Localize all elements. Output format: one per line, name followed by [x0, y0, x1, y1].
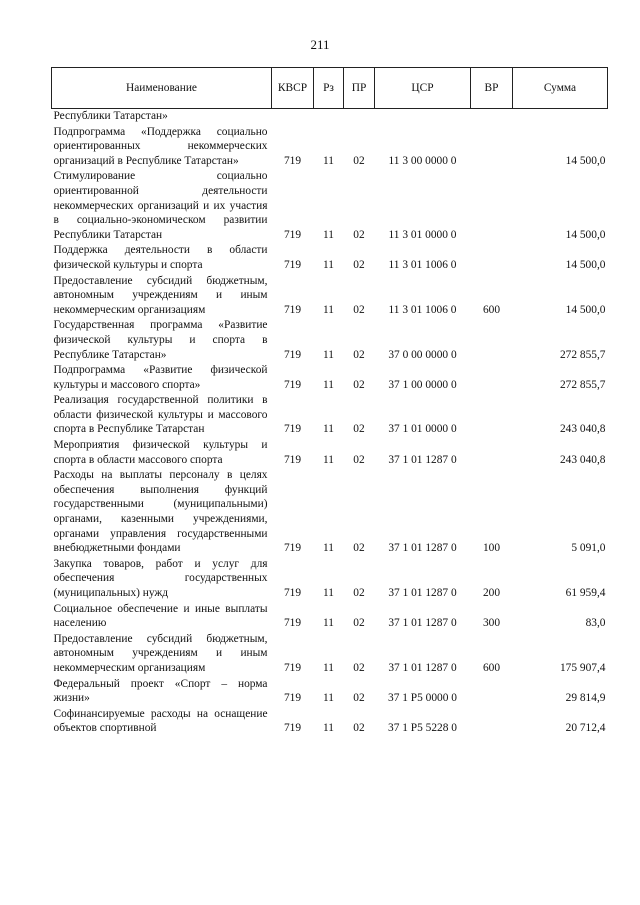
- cell-rz: 11: [323, 453, 334, 466]
- cell-csr: [375, 109, 471, 125]
- cell-rz: 11: [323, 587, 334, 599]
- cell-sum: 14 500,0: [565, 228, 606, 241]
- cell-pr: 02: [353, 453, 365, 466]
- cell-rz: [314, 109, 344, 125]
- cell-csr: 37 1 01 1287 0: [388, 661, 457, 674]
- cell-vr: [471, 243, 513, 273]
- cell-name: Реализация государственной политики в области физической культуры и массового спорта в Республике Татарстан: [53, 394, 268, 436]
- cell-rz: 11: [323, 542, 334, 555]
- table-row: [52, 363, 608, 393]
- cell-csr: 37 1 01 1287 0: [388, 617, 457, 630]
- header-vr: ВР: [471, 68, 513, 109]
- cell-sum: 83,0: [585, 617, 606, 630]
- cell-rz: 11: [323, 228, 334, 241]
- cell-sum: 5 091,0: [571, 542, 606, 555]
- cell-kvsr: 719: [283, 378, 302, 391]
- table-row: [52, 125, 608, 170]
- cell-kvsr: [272, 109, 314, 125]
- cell-pr: 02: [353, 542, 365, 555]
- header-csr: ЦСР: [375, 68, 471, 109]
- cell-rz: 11: [323, 258, 334, 271]
- cell-sum: [513, 109, 608, 125]
- table-row: [52, 109, 608, 125]
- cell-pr: 02: [353, 722, 365, 735]
- cell-csr: 37 1 00 0000 0: [388, 378, 457, 391]
- cell-sum: 272 855,7: [559, 378, 606, 391]
- cell-sum: 14 500,0: [565, 258, 606, 271]
- cell-sum: 20 712,4: [565, 722, 606, 735]
- cell-name: Мероприятия физической культуры и спорта в области массового спорта: [53, 439, 268, 466]
- cell-kvsr: 719: [283, 423, 302, 436]
- cell-sum: 175 907,4: [559, 661, 606, 674]
- table-row: [52, 318, 608, 363]
- cell-sum: 61 959,4: [565, 587, 606, 599]
- cell-kvsr: 719: [283, 587, 302, 599]
- cell-name: Расходы на выплаты персоналу в целях обеспечения выполнения функций государственными (муниципальными) органами, казенными учреждениями, органами управления государственными внебюджетными фондами: [53, 469, 268, 555]
- cell-pr: 02: [353, 258, 365, 271]
- header-name: Наименование: [52, 68, 272, 109]
- cell-pr: [344, 109, 375, 125]
- cell-csr: 37 1 P5 5228 0: [388, 722, 457, 735]
- cell-rz: 11: [323, 617, 334, 630]
- cell-csr: 37 0 00 0000 0: [388, 348, 457, 361]
- cell-kvsr: 719: [283, 154, 302, 167]
- cell-csr: 37 1 P5 0000 0: [388, 692, 457, 705]
- cell-rz: 11: [323, 722, 334, 735]
- cell-csr: 11 3 01 1006 0: [388, 303, 457, 316]
- table-row: [52, 393, 608, 438]
- cell-rz: 11: [323, 661, 334, 674]
- page-number: 211: [310, 37, 330, 52]
- cell-csr: 37 1 01 1287 0: [388, 587, 457, 599]
- cell-kvsr: 719: [283, 661, 302, 674]
- cell-name: Поддержка деятельности в области физической культуры и спорта: [53, 244, 268, 271]
- table-row: [52, 274, 608, 319]
- table-row: [52, 602, 608, 632]
- table-row: [52, 438, 608, 468]
- cell-name: Социальное обеспечение и иные выплаты населению: [53, 602, 268, 630]
- cell-rz: 11: [323, 348, 334, 361]
- cell-kvsr: 719: [283, 258, 302, 271]
- cell-name: Подпрограмма «Поддержка социально ориентированных некоммерческих организаций в Республике Татарстан»: [53, 125, 268, 167]
- cell-pr: 02: [353, 348, 365, 361]
- cell-name: Предоставление субсидий бюджетным, автономным учреждениям и иным некоммерческим организациям: [53, 632, 268, 674]
- cell-name: Предоставление субсидий бюджетным, автономным учреждениям и иным некоммерческим организациям: [53, 274, 268, 316]
- table-row: [52, 169, 608, 243]
- cell-name: Софинансируемые расходы на оснащение объектов спортивной: [53, 707, 268, 735]
- cell-vr: [471, 438, 513, 468]
- table-row: [52, 243, 608, 273]
- cell-pr: 02: [353, 303, 365, 316]
- table-header: [52, 68, 608, 109]
- cell-vr: [471, 109, 513, 125]
- cell-vr: [471, 318, 513, 363]
- cell-csr: 11 3 01 0000 0: [388, 228, 457, 241]
- budget-table: [51, 67, 608, 737]
- cell-vr: [471, 677, 513, 707]
- cell-pr: 02: [353, 661, 365, 674]
- cell-kvsr: 719: [283, 542, 302, 555]
- header-kvsr: КВСР: [272, 68, 314, 109]
- cell-rz: 11: [323, 303, 334, 316]
- cell-name: Федеральный проект «Спорт – норма жизни»: [53, 677, 268, 705]
- cell-vr: [471, 169, 513, 243]
- cell-sum: 14 500,0: [565, 303, 606, 316]
- cell-kvsr: 719: [283, 348, 302, 361]
- cell-sum: 272 855,7: [559, 348, 606, 361]
- cell-rz: 11: [323, 154, 334, 167]
- cell-rz: 11: [323, 692, 334, 705]
- cell-kvsr: 719: [283, 692, 302, 705]
- cell-pr: 02: [353, 423, 365, 436]
- cell-vr: 600: [482, 303, 501, 316]
- table-row: [52, 677, 608, 707]
- cell-rz: 11: [323, 423, 334, 436]
- cell-rz: 11: [323, 378, 334, 391]
- cell-vr: [471, 393, 513, 438]
- cell-pr: 02: [353, 228, 365, 241]
- cell-vr: 300: [482, 617, 501, 630]
- cell-sum: 243 040,8: [559, 423, 606, 436]
- cell-name: Закупка товаров, работ и услуг для обеспечения государственных (муниципальных) нужд: [53, 557, 268, 599]
- cell-pr: 02: [353, 154, 365, 167]
- table-row: [52, 632, 608, 677]
- cell-sum: 243 040,8: [559, 453, 606, 466]
- cell-name: Государственная программа «Развитие физической культуры и спорта в Республике Татарстан»: [53, 319, 268, 361]
- cell-pr: 02: [353, 587, 365, 599]
- cell-pr: 02: [353, 692, 365, 705]
- cell-csr: 37 1 01 1287 0: [388, 542, 457, 555]
- cell-vr: [471, 125, 513, 170]
- cell-name: Республики Татарстан»: [53, 110, 168, 122]
- cell-csr: 37 1 01 1287 0: [388, 453, 457, 466]
- cell-csr: 37 1 01 0000 0: [388, 423, 457, 436]
- cell-sum: 29 814,9: [565, 692, 606, 705]
- cell-csr: 11 3 00 0000 0: [388, 154, 457, 167]
- table-row: [52, 707, 608, 737]
- cell-name: Стимулирование социально ориентированной деятельности некоммерческих организаций и их участия в социально-экономическом развитии Республики Татарстан: [53, 170, 268, 241]
- cell-kvsr: 719: [283, 617, 302, 630]
- cell-vr: [471, 707, 513, 737]
- header-rz: Рз: [314, 68, 344, 109]
- cell-vr: 200: [482, 587, 501, 599]
- header-pr: ПР: [344, 68, 375, 109]
- cell-kvsr: 719: [283, 228, 302, 241]
- cell-name: Подпрограмма «Развитие физической культуры и массового спорта»: [53, 364, 268, 391]
- cell-vr: 600: [482, 661, 501, 674]
- cell-pr: 02: [353, 378, 365, 391]
- table-row: [52, 468, 608, 557]
- cell-kvsr: 719: [283, 453, 302, 466]
- table-row: [52, 557, 608, 602]
- cell-kvsr: 719: [283, 303, 302, 316]
- table-body: [52, 109, 608, 737]
- cell-sum: 14 500,0: [565, 154, 606, 167]
- header-sum: Сумма: [513, 68, 608, 109]
- cell-pr: 02: [353, 617, 365, 630]
- cell-vr: [471, 363, 513, 393]
- cell-vr: 100: [482, 542, 501, 555]
- cell-csr: 11 3 01 1006 0: [388, 258, 457, 271]
- cell-kvsr: 719: [283, 722, 302, 735]
